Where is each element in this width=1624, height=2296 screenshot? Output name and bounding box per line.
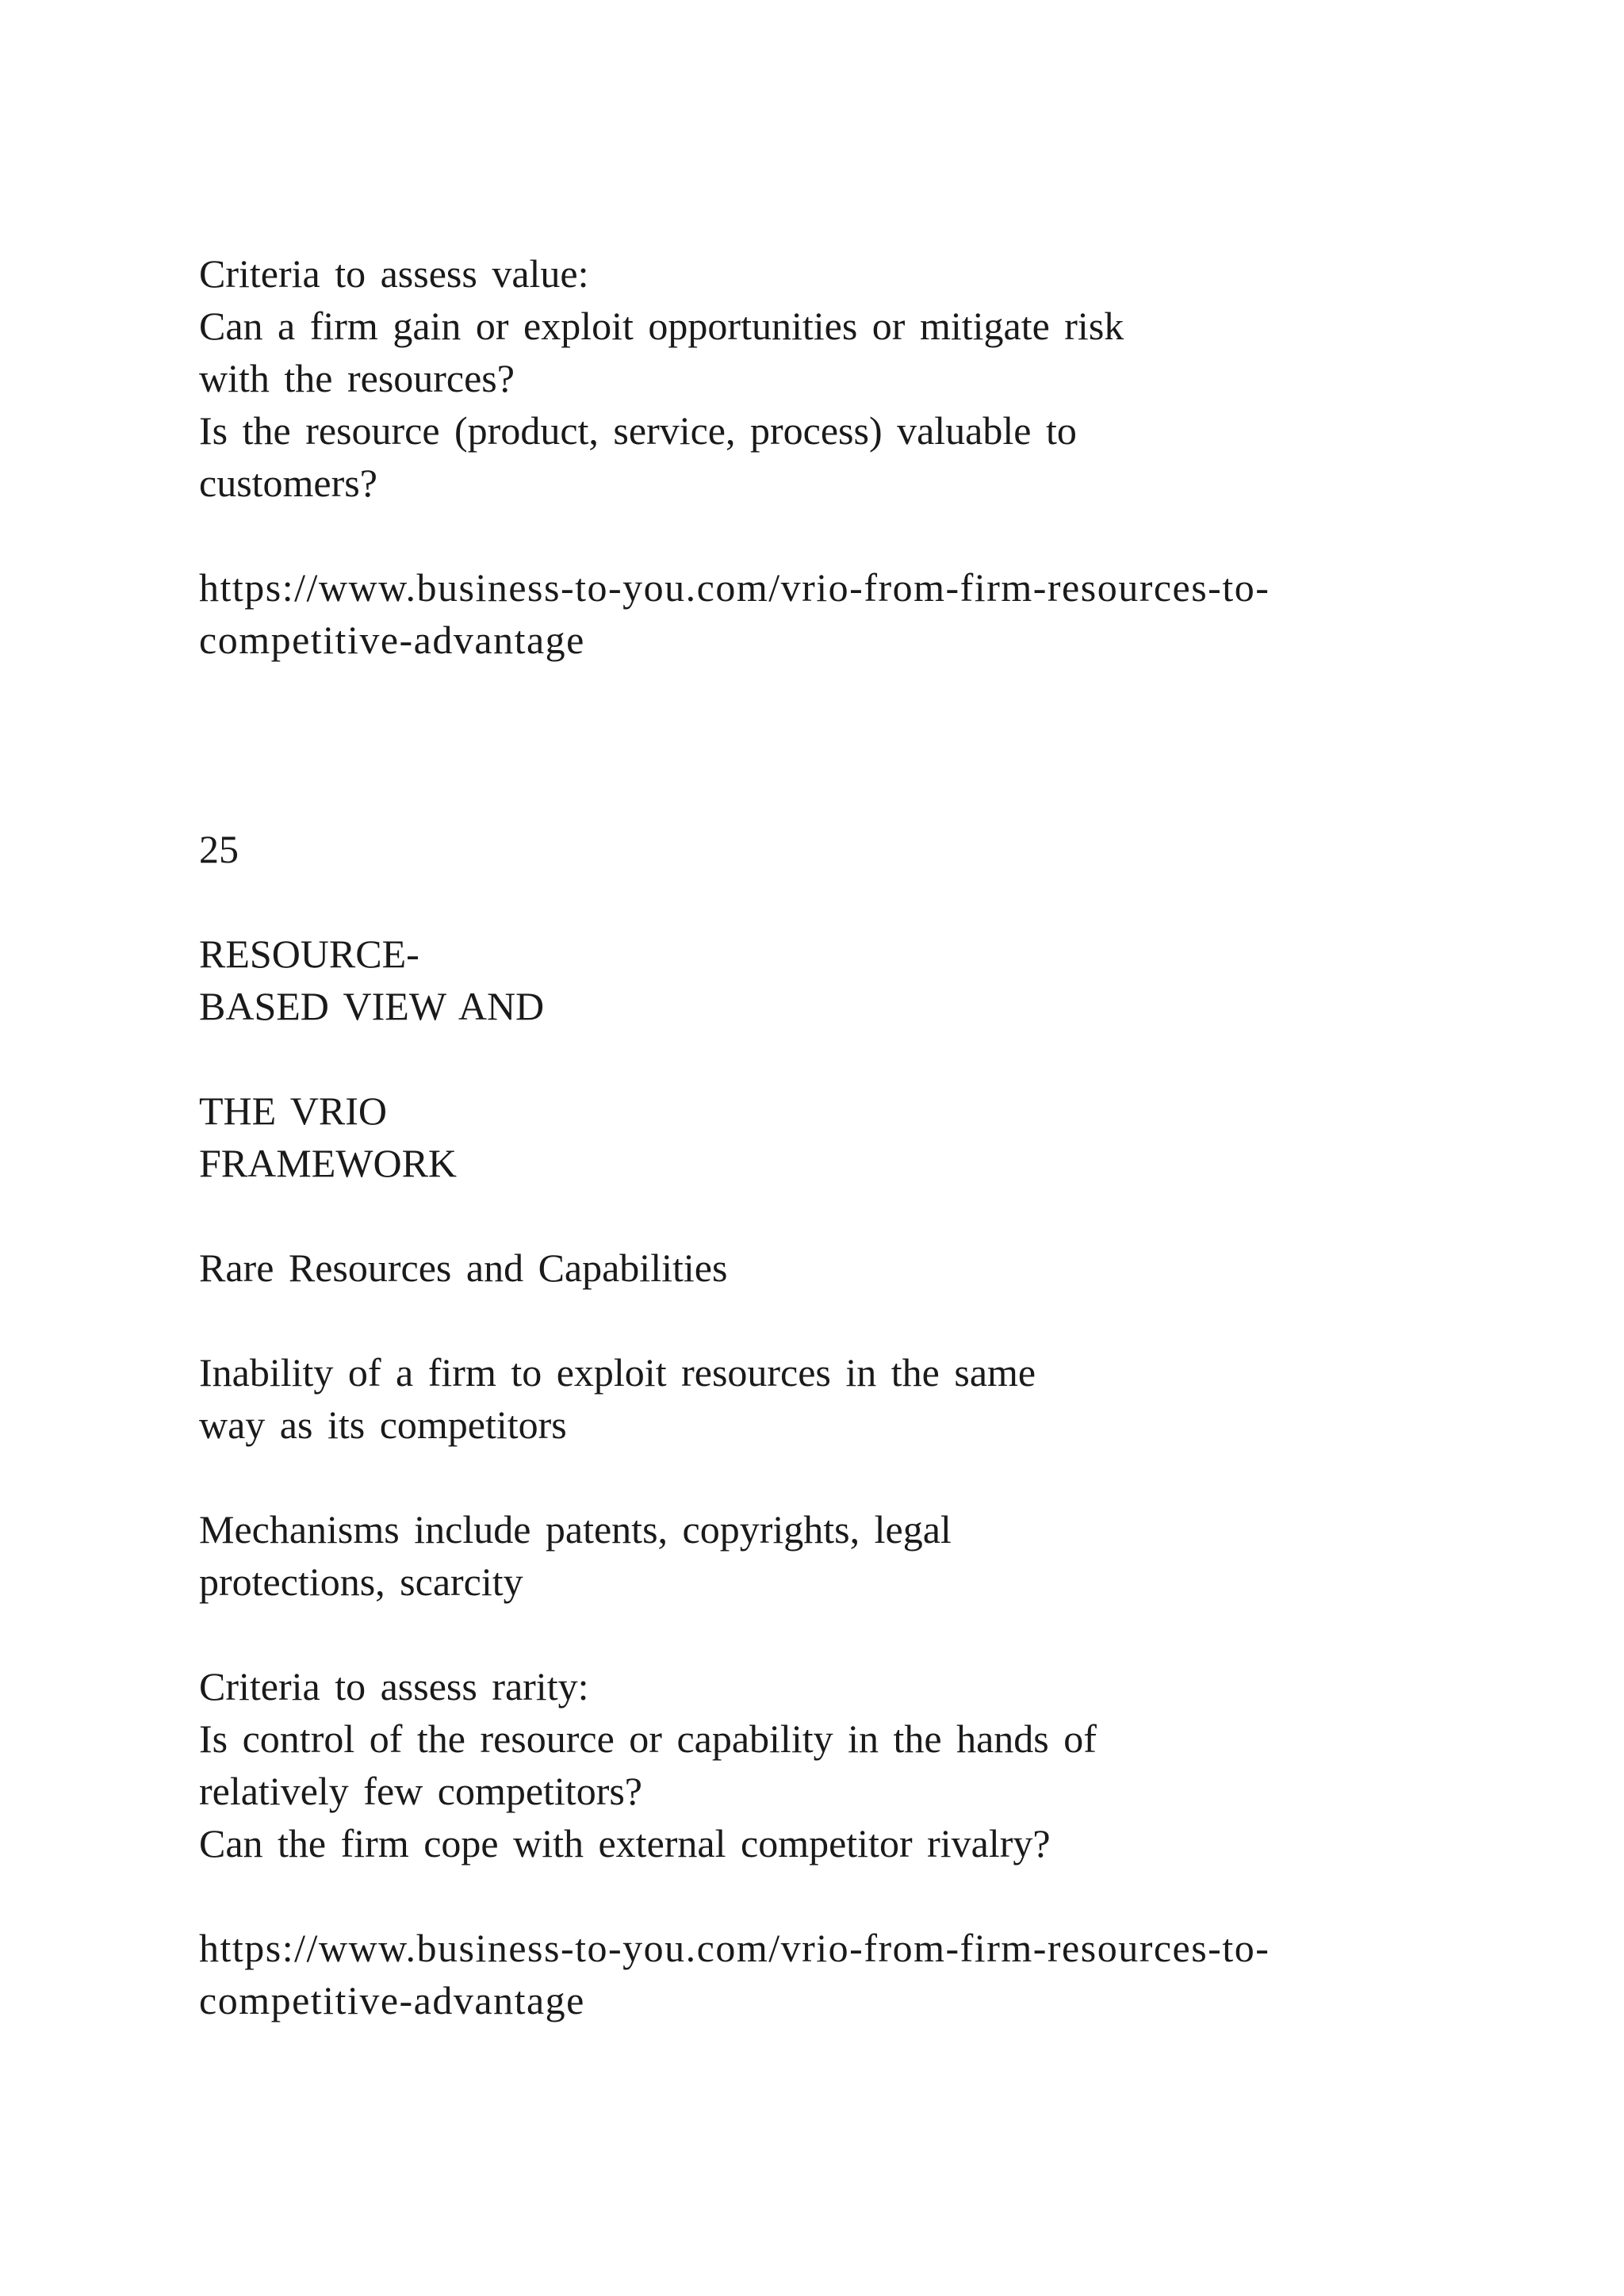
criteria-rarity-line: Is control of the resource or capability in the hands of [199, 1716, 1097, 1761]
criteria-value-line: Is the resource (product, service, process) valuable to [199, 408, 1077, 453]
slide-title: RESOURCE- [199, 932, 419, 976]
criteria-value-line: customers? [199, 461, 377, 505]
body-paragraph: way as its competitors [199, 1402, 567, 1447]
slide-title: FRAMEWORK [199, 1141, 458, 1185]
criteria-rarity-heading: Criteria to assess rarity: [199, 1664, 589, 1709]
criteria-value-line: Can a firm gain or exploit opportunities or mitigate risk [199, 304, 1124, 348]
source-url: https://www.business-to-you.com/vrio-from-firm-resources-to- [199, 1926, 1270, 1970]
body-paragraph: Inability of a firm to exploit resources in the same [199, 1350, 1036, 1395]
page-number: 25 [199, 827, 239, 871]
criteria-value-heading: Criteria to assess value: [199, 251, 589, 296]
criteria-value-line: with the resources? [199, 356, 515, 400]
section-subheading: Rare Resources and Capabilities [199, 1246, 728, 1290]
body-paragraph: Mechanisms include patents, copyrights, legal [199, 1507, 952, 1552]
criteria-rarity-line: relatively few competitors? [199, 1769, 642, 1813]
criteria-rarity-line: Can the firm cope with external competitor rivalry? [199, 1821, 1051, 1866]
slide-title: THE VRIO [199, 1089, 388, 1133]
body-paragraph: protections, scarcity [199, 1559, 523, 1604]
source-url-continued: competitive-advantage [199, 618, 585, 662]
source-url-continued: competitive-advantage [199, 1978, 585, 2022]
source-url: https://www.business-to-you.com/vrio-from-firm-resources-to- [199, 565, 1270, 610]
slide-title: BASED VIEW AND [199, 984, 545, 1028]
